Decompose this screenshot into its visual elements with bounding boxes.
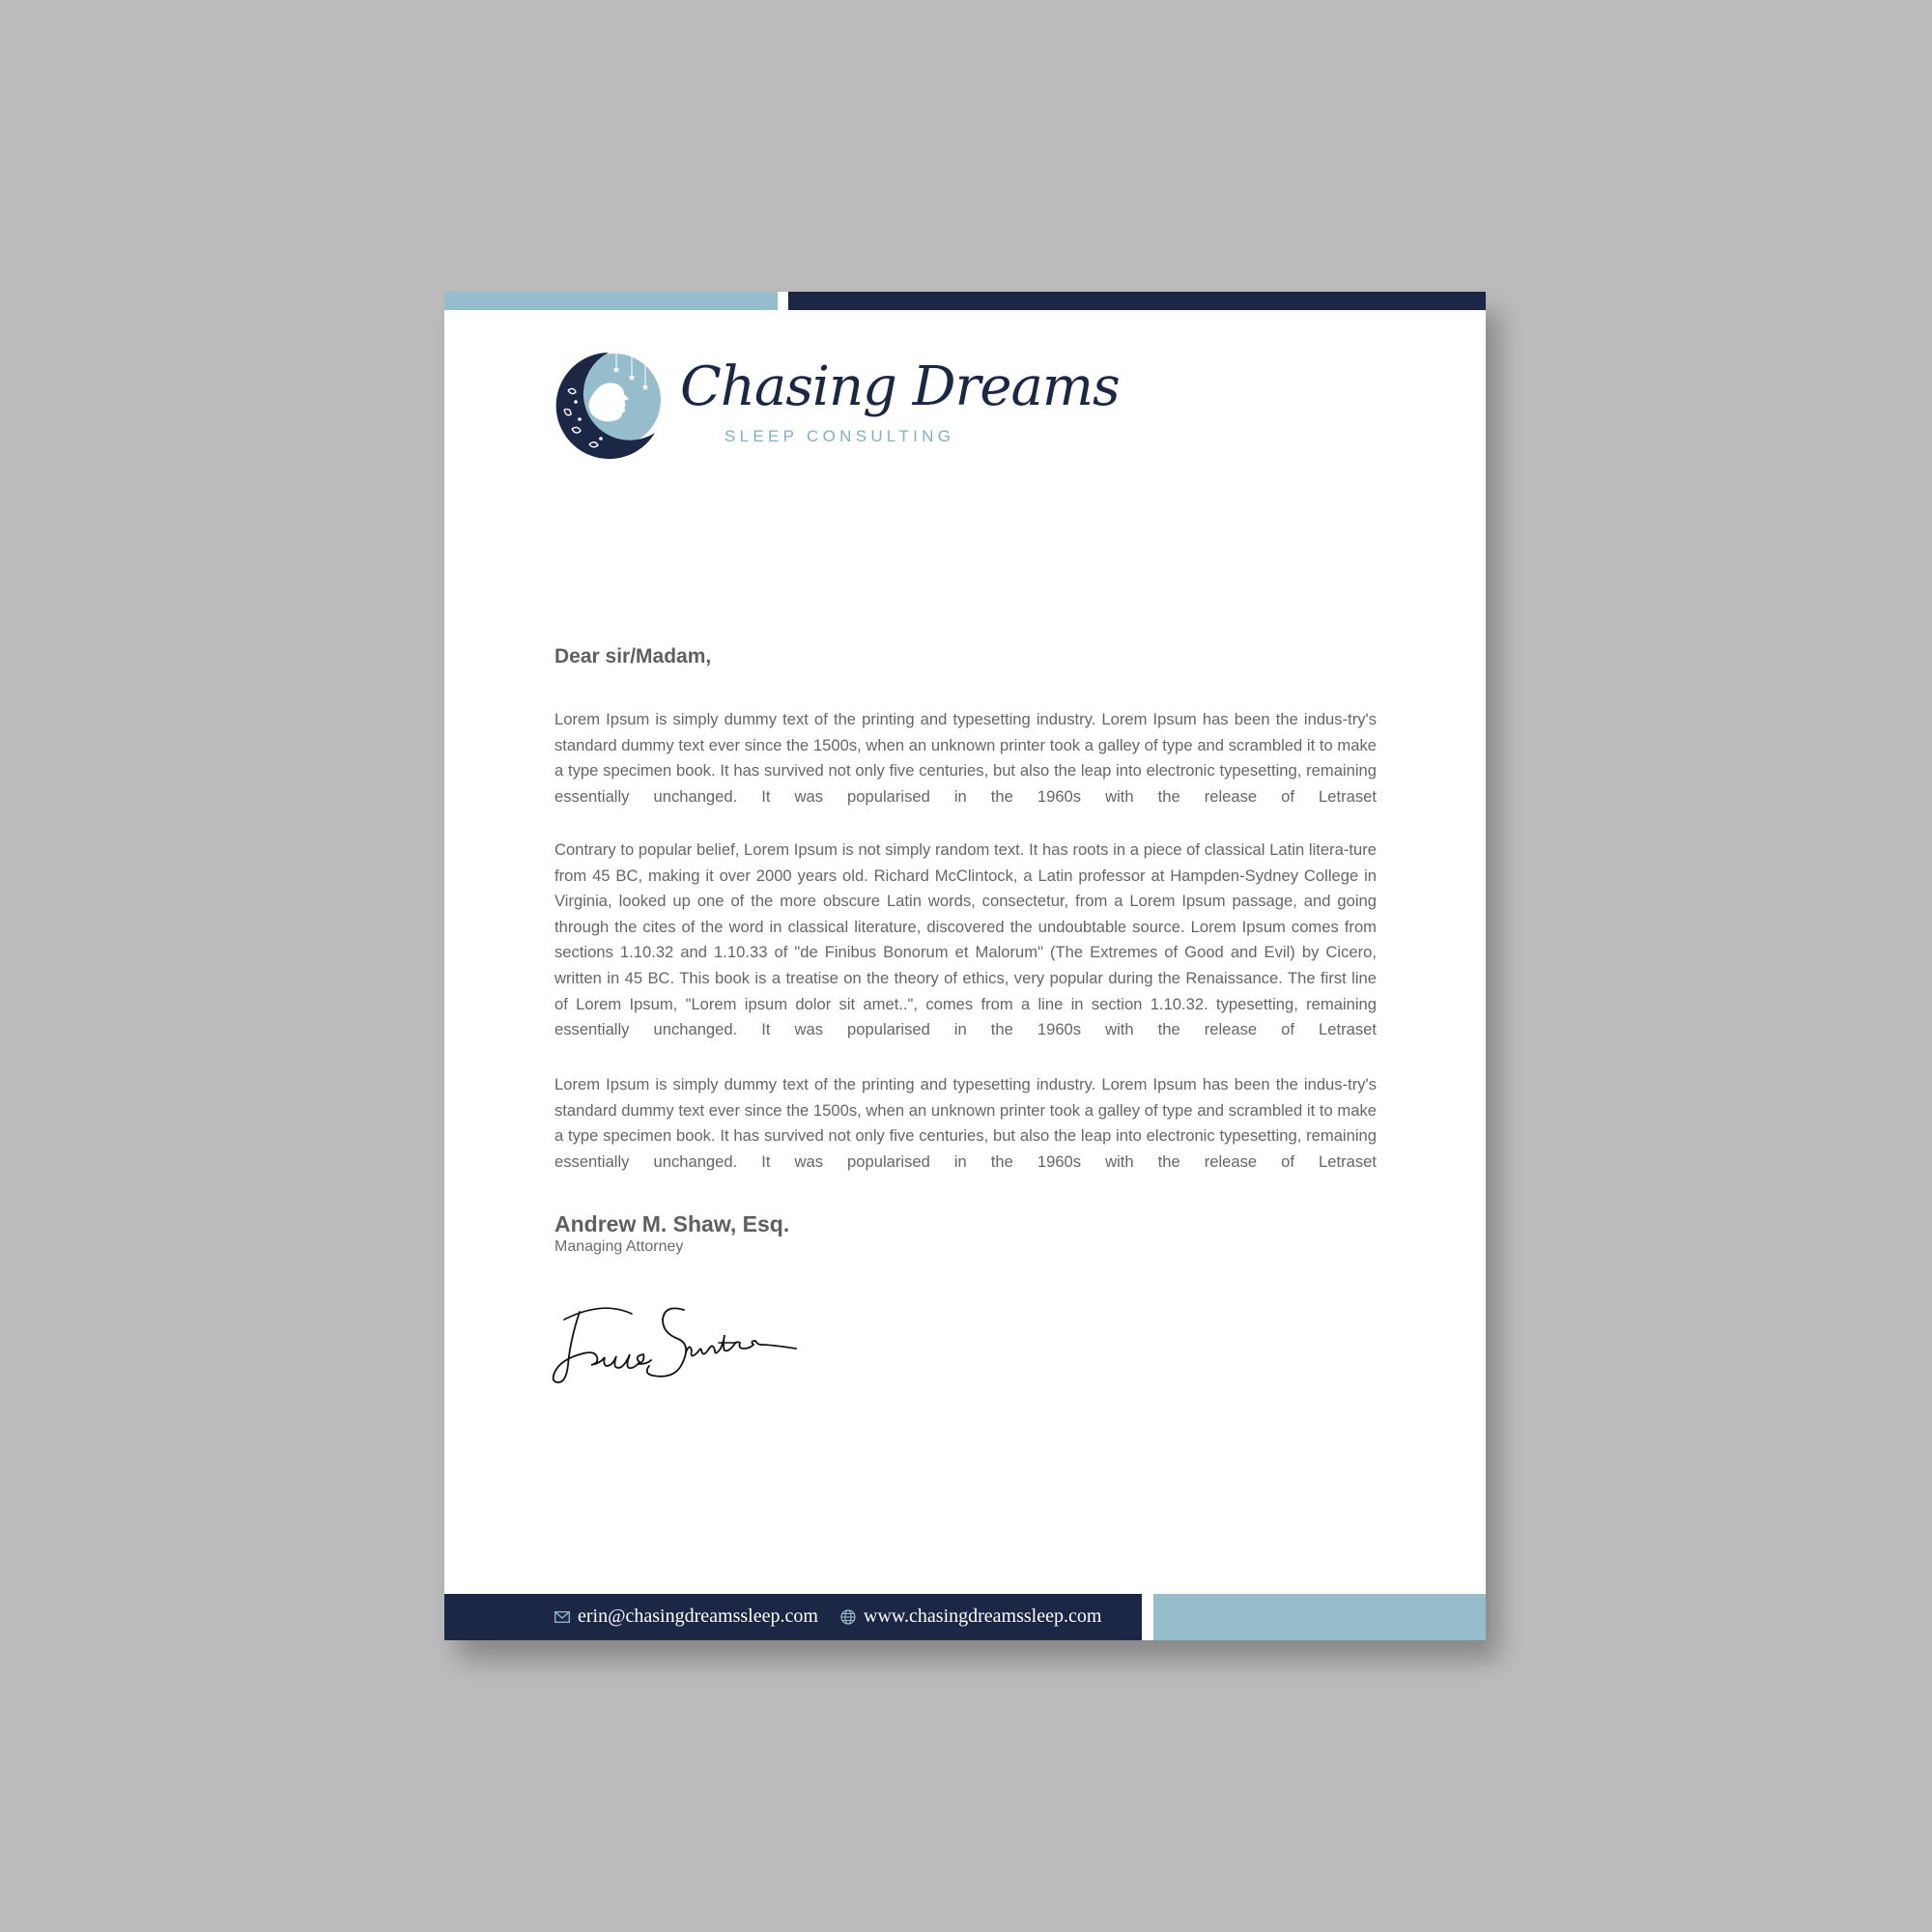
footer-contact-bar <box>444 1594 1142 1640</box>
company-logo <box>554 350 1120 458</box>
signer-title: Managing Attorney <box>554 1238 684 1255</box>
body-paragraph-1: Lorem Ipsum is simply dummy text of the printing and typesetting industry. Lorem Ipsum has been the indus-try's standard dummy text ever since the 1500s, when an unknown printer took a galley of type and scrambled it to make a type specimen book. It has survived not only five centuries, but also the leap into electronic typesetting, remaining essentially unchanged. It was popularised in the 1960s with the release of Letraset <box>554 710 1377 806</box>
svg-text:★: ★ <box>640 383 650 393</box>
body-paragraph-3: Lorem Ipsum is simply dummy text of the printing and typesetting industry. Lorem Ipsum has been the indus-try's standard dummy text ever since the 1500s, when an unknown printer took a galley of type and scrambled it to make a type specimen book. It has survived not only five centuries, but also the leap into electronic typesetting, remaining essentially unchanged. It was popularised in the 1960s with the release of Letraset <box>554 1075 1377 1171</box>
salutation: Dear sir/Madam, <box>554 645 712 668</box>
svg-text:★: ★ <box>611 365 621 376</box>
globe-icon <box>840 1609 856 1625</box>
top-accent-bar-dark <box>788 292 1486 310</box>
top-accent-bar-light <box>444 292 778 310</box>
footer-accent-bar-light <box>1153 1594 1486 1640</box>
body-paragraph-2: Contrary to popular belief, Lorem Ipsum is not simply random text. It has roots in a piece of classical Latin litera-ture from 45 BC, making it over 2000 years old. Richard McClintock, a Latin professor at Hampden-Sydney College in Virginia, looked up one of the more obscure Latin words, consectetur, from a Lorem Ipsum passage, and going through the cites of the word in classical literature, discovered the undoubtable source. Lorem Ipsum comes from sections 1.10.32 and 1.10.33 of "de Finibus Bonorum et Malorum" (The Extremes of Good and Evil) by Cicero, written in 45 BC. This book is a treatise on the theory of ethics, very popular during the Renaissance. The first line of Lorem Ipsum, "Lorem ipsum dolor sit amet..", comes from a line in section 1.10.32. typesetting, remaining essentially unchanged. It was popularised in the 1960s with the release of Letraset <box>554 840 1377 1039</box>
crescent-moon-baby-icon <box>554 352 663 460</box>
footer-website-text: www.chasingdreamssleep.com <box>864 1605 1102 1627</box>
handwritten-signature <box>551 1293 802 1389</box>
footer-website[interactable] <box>840 1605 1101 1628</box>
signer-name: Andrew M. Shaw, Esq. <box>554 1211 790 1236</box>
letterhead-page <box>444 292 1486 1640</box>
footer-email-text: erin@chasingdreamssleep.com <box>578 1605 818 1627</box>
svg-text:★: ★ <box>627 373 637 384</box>
logo-subtitle: SLEEP CONSULTING <box>724 427 955 445</box>
footer-email[interactable] <box>554 1605 818 1628</box>
logo-title: Chasing Dreams <box>680 355 1120 418</box>
envelope-icon <box>554 1611 570 1623</box>
